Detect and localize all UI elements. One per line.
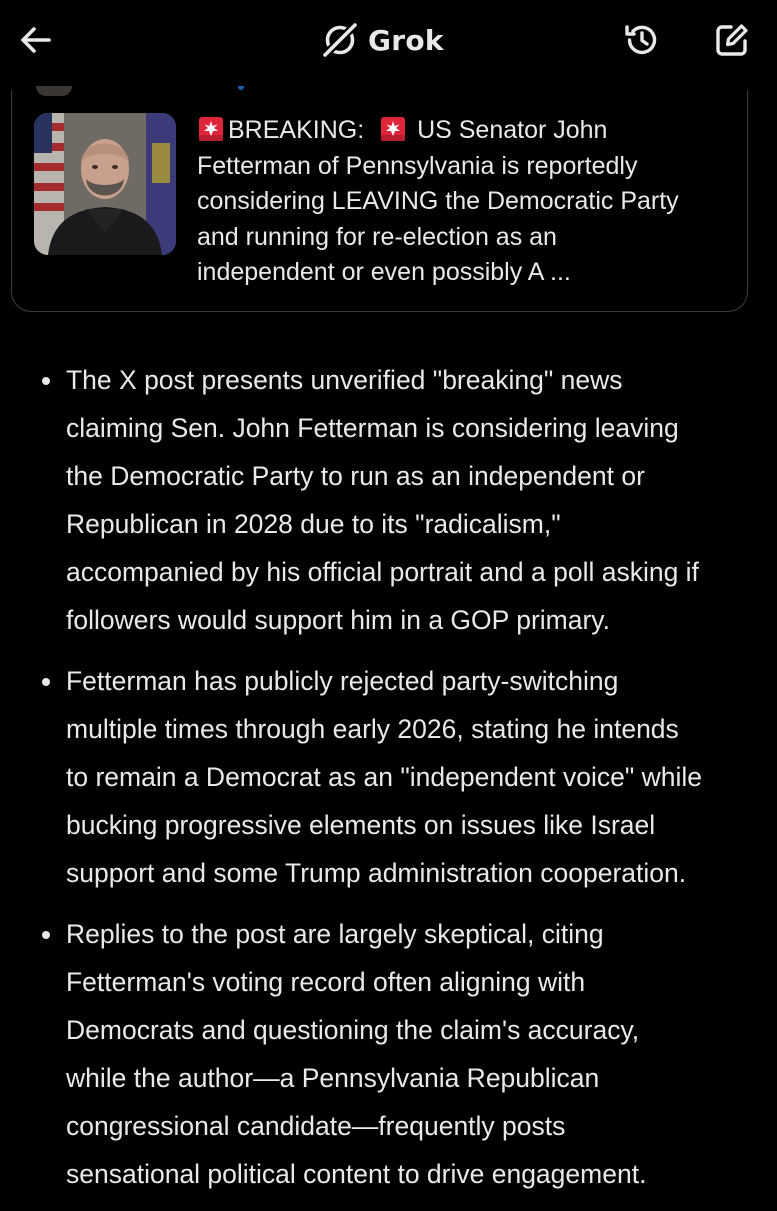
- bullet-line: Replies to the post are largely skeptical, citing: [66, 919, 604, 949]
- history-icon: [622, 20, 662, 60]
- bullet-line: The X post presents unverified "breaking" news: [66, 365, 623, 395]
- siren-emoji-icon: [379, 115, 407, 143]
- bullet-line: multiple times through early 2026, stating he intends: [66, 714, 679, 744]
- post-thumbnail-image[interactable]: [34, 113, 176, 255]
- quoted-post-text: [197, 113, 737, 291]
- post-text-line: and running for re-election as an: [197, 222, 557, 251]
- bullet-dot: [42, 678, 50, 686]
- back-button[interactable]: [14, 18, 58, 62]
- response-bullet: [0, 910, 766, 1198]
- top-bar: [0, 0, 777, 80]
- bullet-line: congressional candidate—frequently posts: [66, 1111, 566, 1141]
- post-text-line: US Senator John: [417, 116, 608, 144]
- bullet-line: the Democratic Party to run as an independent or: [66, 461, 645, 491]
- app-brand: [318, 18, 444, 62]
- post-text-line: independent or even possibly A ...: [197, 258, 571, 286]
- bullet-line: Fetterman has publicly rejected party-switching: [66, 666, 619, 696]
- compose-icon: [712, 20, 752, 60]
- bullet-line: to remain a Democrat as an "independent voice" while: [66, 762, 703, 792]
- siren-emoji-icon: [197, 115, 225, 143]
- bullet-line: Democrats and questioning the claim's accuracy,: [66, 1015, 640, 1045]
- bullet-line: support and some Trump administration cooperation.: [66, 858, 687, 888]
- back-arrow-icon: [18, 22, 54, 58]
- bullet-line: sensational political content to drive engagement.: [66, 1159, 647, 1189]
- post-text-line: considering LEAVING the Democratic Party: [197, 187, 679, 215]
- bullet-line: claiming Sen. John Fetterman is considering leaving: [66, 413, 679, 443]
- bullet-dot: [42, 377, 50, 385]
- bullet-line: followers would support him in a GOP primary.: [66, 605, 610, 635]
- bullet-line: Fetterman's voting record often aligning with: [66, 967, 586, 997]
- grok-response: [0, 356, 777, 1211]
- response-bullet: [0, 657, 766, 897]
- post-text-line: BREAKING:: [228, 116, 365, 144]
- bullet-line: while the author—a Pennsylvania Republican: [66, 1063, 600, 1093]
- bullet-line: bucking progressive elements on issues like Israel: [66, 810, 656, 840]
- response-bullet: [0, 356, 766, 644]
- bullet-line: accompanied by his official portrait and a poll asking if: [66, 557, 699, 587]
- post-text-line: Fetterman of Pennsylvania is reportedly: [197, 151, 638, 180]
- bullet-line: Republican in 2028 due to its "radicalism,": [66, 509, 561, 539]
- grok-logo-icon: [318, 18, 362, 62]
- history-button[interactable]: [618, 16, 666, 64]
- page-title: Grok: [368, 23, 444, 57]
- bullet-dot: [42, 931, 50, 939]
- compose-button[interactable]: [708, 16, 756, 64]
